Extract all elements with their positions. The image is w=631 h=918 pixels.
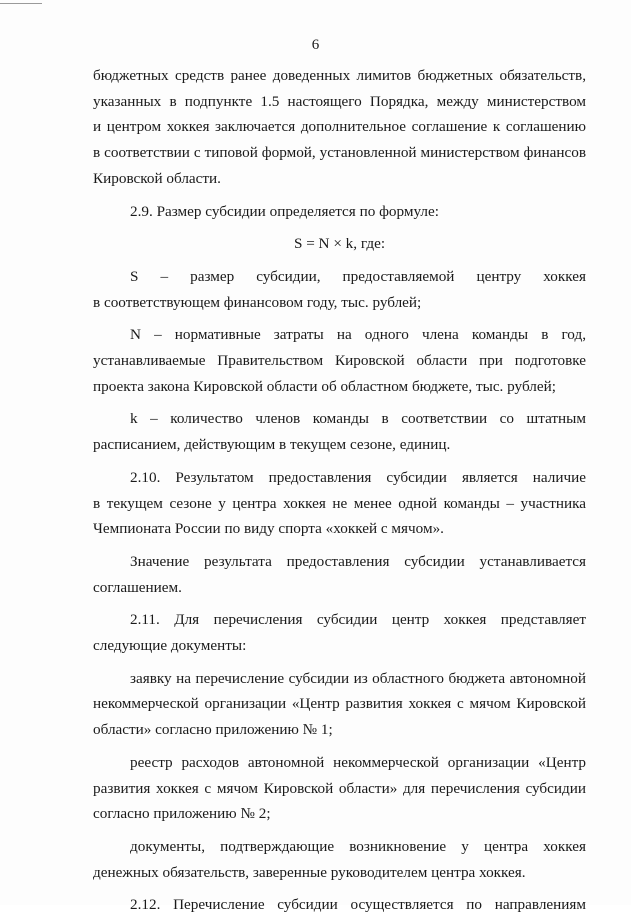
- paragraph-n-definition: [93, 322, 586, 399]
- text-line: устанавливаемые Правительством Кировской области при подготовке: [93, 352, 586, 370]
- text-line: 2.12. Перечисление субсидии осуществляется по направлениям: [130, 896, 586, 914]
- text-line: реестр расходов автономной некоммерческой организации «Центр: [130, 753, 586, 771]
- text-line: денежных обязательств, заверенные руководителем центра хоккея.: [93, 863, 526, 881]
- formula: S = N × k, где:: [293, 235, 386, 253]
- paragraph-continuation: [93, 63, 586, 192]
- text-line: 2.10. Результатом предоставления субсидии является наличие: [130, 468, 586, 486]
- text-line: следующие документы:: [93, 637, 247, 655]
- paragraph-application: [93, 666, 586, 743]
- text-line: проекта закона Кировской области об областном бюджете, тыс. рублей;: [93, 377, 556, 395]
- text-line: расписанием, действующим в текущем сезоне, единиц.: [93, 436, 451, 454]
- text-line: бюджетных средств ранее доведенных лимитов бюджетных обязательств,: [93, 67, 586, 84]
- scan-edge-mark: [0, 3, 42, 4]
- paragraph-2-9: [93, 199, 586, 225]
- text-line: некоммерческой организации «Центр развития хоккея с мячом Кировской: [93, 695, 586, 713]
- text-line: N – нормативные затраты на одного члена команды в год,: [130, 326, 586, 344]
- paragraph-documents: [93, 834, 586, 885]
- text-line: заявку на перечисление субсидии из областного бюджета автономной: [130, 669, 586, 687]
- text-line: Кировской области.: [93, 169, 221, 187]
- text-line: и центром хоккея заключается дополнительное соглашение к соглашению: [93, 118, 586, 136]
- text-line: S – размер субсидии, предоставляемой центру хоккея: [130, 267, 586, 285]
- text-line: в соответствии с типовой формой, установленной министерством финансов: [93, 144, 586, 162]
- text-line: 2.11. Для перечисления субсидии центр хоккея представляет: [130, 611, 586, 629]
- text-line: области» согласно приложению № 1;: [93, 721, 333, 739]
- text-line: Значение результата предоставления субсидии устанавливается: [130, 552, 586, 570]
- text-line: в текущем сезоне у центра хоккея не менее одной команды – участника: [93, 494, 586, 512]
- text-line: 2.9. Размер субсидии определяется по формуле:: [130, 202, 439, 220]
- paragraph-2-10: [93, 465, 586, 542]
- text-line: в соответствующем финансовом году, тыс. рублей;: [93, 293, 422, 311]
- paragraph-result-value: [93, 549, 586, 600]
- paragraph-2-11: [93, 607, 586, 658]
- text-line: указанных в подпункте 1.5 настоящего Порядка, между министерством: [93, 92, 586, 110]
- text-line: соглашением.: [93, 578, 182, 596]
- paragraph-k-definition: [93, 406, 586, 457]
- text-line: согласно приложению № 2;: [93, 805, 271, 823]
- text-line: k – количество членов команды в соответствии со штатным: [130, 410, 586, 428]
- paragraph-s-definition: [93, 264, 586, 315]
- text-line: документы, подтверждающие возникновение у центра хоккея: [130, 837, 586, 855]
- text-line: развития хоккея с мячом Кировской области» для перечисления субсидии: [93, 779, 586, 797]
- paragraph-registry: [93, 750, 586, 827]
- document-body: [93, 63, 586, 918]
- paragraph-2-12: [93, 892, 586, 918]
- page-number: 6: [311, 37, 320, 53]
- text-line: Чемпионата России по виду спорта «хоккей с мячом».: [93, 520, 444, 538]
